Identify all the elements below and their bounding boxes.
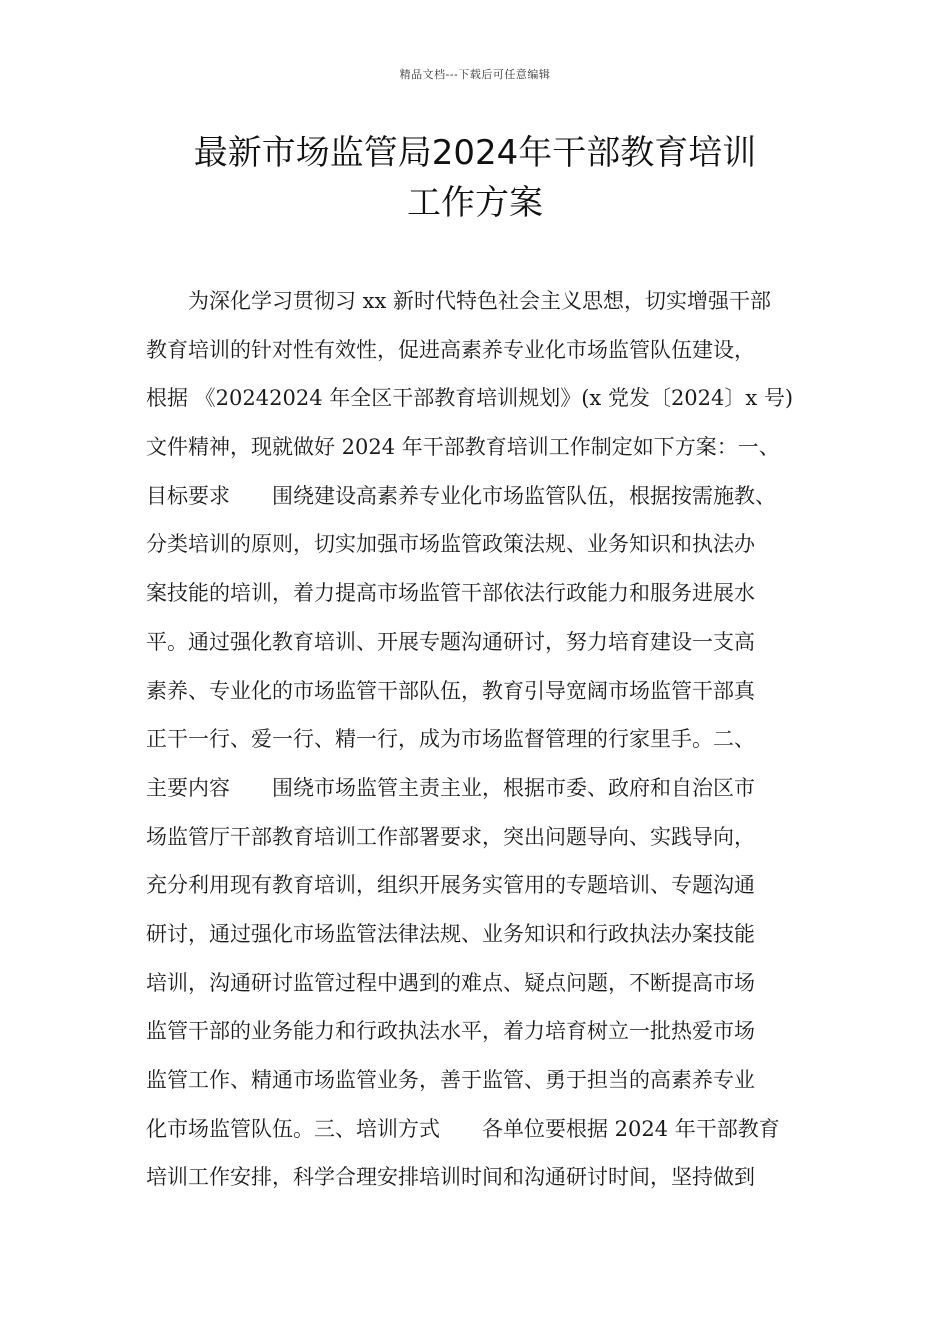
body-line: 平。通过强化教育培训、开展专题沟通研讨，努力培育建设一支高 xyxy=(146,629,755,654)
body-line: 素养、专业化的市场监管干部队伍，教育引导宽阔市场监管干部真 xyxy=(146,678,755,703)
body-line: 培训，沟通研讨监管过程中遇到的难点、疑点问题，不断提高市场 xyxy=(146,970,755,995)
body-line: 监管干部的业务能力和行政执法水平，着力培育树立一批热爱市场 xyxy=(146,1019,755,1044)
body-line: 充分利用现有教育培训，组织开展务实管用的专题培训、专题沟通 xyxy=(146,873,755,898)
body-line: 目标要求 围绕建设高素养专业化市场监管队伍，根据按需施教、 xyxy=(146,483,776,508)
document-body xyxy=(146,277,816,1202)
body-line: 分类培训的原则，切实加强市场监管政策法规、业务知识和执法办 xyxy=(146,532,755,557)
document-title xyxy=(140,128,810,228)
body-line: 场监管厅干部教育培训工作部署要求，突出问题导向、实践导向， xyxy=(146,824,755,849)
body-line: 监管工作、精通市场监管业务，善于监管、勇于担当的高素养专业 xyxy=(146,1068,755,1092)
body-line: 为深化学习贯彻习 xx 新时代特色社会主义思想，切实增强干部 xyxy=(188,289,772,313)
title-line-1: 最新市场监管局2024年干部教育培训 xyxy=(193,133,757,173)
title-line-2: 工作方案 xyxy=(407,183,543,223)
body-line: 根据 《20242024 年全区干部教育培训规划》(x 党发〔2024〕x 号) xyxy=(146,386,794,411)
body-line: 研讨，通过强化市场监管法律法规、业务知识和行政执法办案技能 xyxy=(146,921,755,946)
header-note: 精品文档---下载后可任意编辑 xyxy=(399,68,551,81)
body-line: 主要内容 围绕市场监管主责主业，根据市委、政府和自治区市 xyxy=(146,775,755,800)
body-line: 化市场监管队伍。三、培训方式 各单位要根据 2024 年干部教育 xyxy=(146,1116,780,1141)
body-line: 培训工作安排，科学合理安排培训时间和沟通研讨时间，坚持做到 xyxy=(146,1165,755,1190)
body-line: 正干一行、爱一行、精一行，成为市场监督管理的行家里手。二、 xyxy=(146,727,755,752)
body-line: 教育培训的针对性有效性，促进高素养专业化市场监管队伍建设， xyxy=(146,337,755,362)
body-line: 案技能的培训，着力提高市场监管干部依法行政能力和服务进展水 xyxy=(146,581,755,606)
body-line: 文件精神，现就做好 2024 年干部教育培训工作制定如下方案：一、 xyxy=(146,435,780,460)
